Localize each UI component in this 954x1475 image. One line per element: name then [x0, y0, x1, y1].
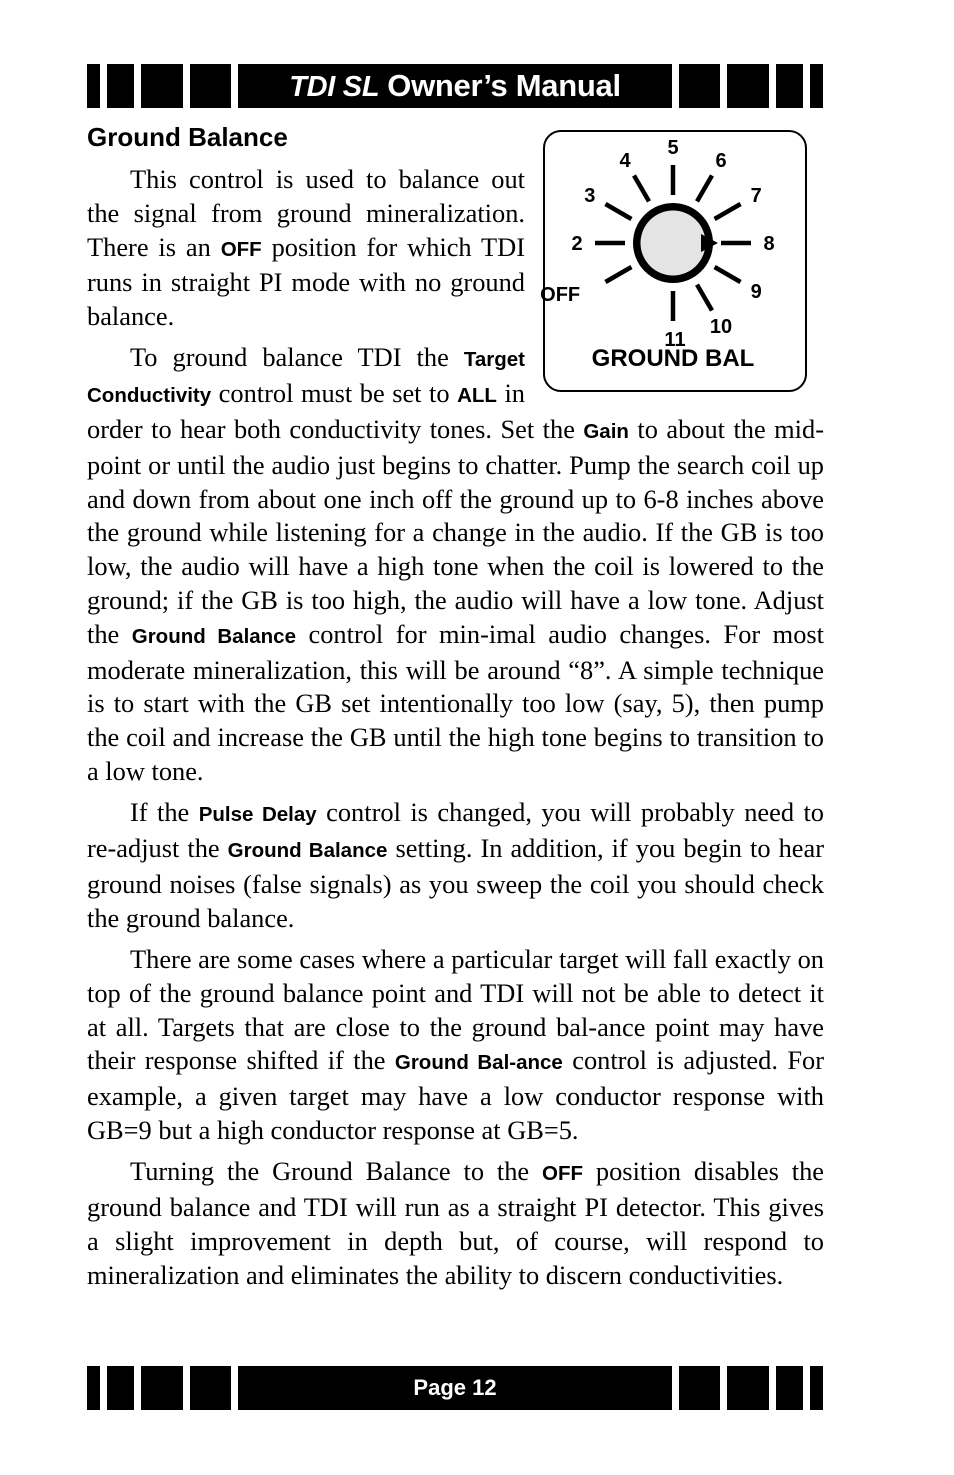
dial-tick	[605, 204, 631, 219]
control-name: Ground Bal-ance	[394, 1051, 563, 1075]
manual-title: Owner’s Manual	[387, 68, 621, 103]
dial-position-label: 9	[750, 281, 762, 303]
control-name: Ground Balance	[131, 624, 296, 648]
header-bar-block	[190, 64, 231, 108]
footer-bar-block	[679, 1366, 720, 1410]
text: If the	[130, 797, 199, 828]
text: Turning the Ground Balance to the	[130, 1156, 543, 1187]
control-name: Gain	[583, 420, 629, 444]
header-bar-block	[87, 64, 100, 108]
paragraph-5	[87, 1155, 824, 1292]
text: control is changed, you will probably need to re-adjust the	[87, 797, 825, 864]
control-name: Target Conductivity	[87, 348, 525, 408]
control-name: ALL	[457, 384, 497, 408]
text: position disables the ground balance and TDI will run as a straight PI detector. This gives a slight improvement in depth but, of course, will respond to mineralization and eliminates the ability to discern conductivities.	[87, 1156, 824, 1290]
header-bar-block	[141, 64, 183, 108]
text: in order to hear both conductivity tones. Set the	[87, 378, 584, 445]
ground-bal-dial	[540, 132, 805, 390]
text: setting. In addition, if you begin to hear ground noises (false signals) as you sweep the coil you should check the ground balance.	[87, 833, 824, 933]
dial-tick	[605, 267, 631, 282]
control-name: OFF	[220, 237, 262, 261]
dial-position-label: 6	[715, 149, 727, 172]
footer-bar-block	[87, 1366, 100, 1410]
dial-tick	[634, 175, 649, 201]
header-bar-block	[107, 64, 134, 108]
footer-bar-block	[190, 1366, 231, 1410]
dial-position-label: 10	[709, 316, 733, 339]
dial-tick	[715, 267, 741, 282]
model-logo: TDI SL	[289, 71, 380, 103]
paragraph-2	[87, 341, 824, 788]
dial-position-label: 4	[619, 149, 631, 172]
text: control is adjusted. For example, a given target may have a low conductor response with GB=9 but a high conductor response at GB=5.	[87, 1045, 824, 1146]
header-bar-block	[679, 64, 720, 108]
text: To ground balance TDI the	[130, 342, 464, 373]
header-bar	[87, 64, 823, 108]
text: This control is used to balance out the signal from ground mineralization. There is an	[87, 164, 525, 262]
control-name: Ground Balance	[227, 839, 388, 863]
text: position for which TDI runs in straight PI mode with no ground balance.	[87, 231, 525, 332]
dial-position-label: 2	[571, 233, 583, 255]
page-number: Page 12	[413, 1375, 497, 1400]
footer-title-box	[238, 1366, 672, 1410]
dial-tick	[697, 285, 712, 311]
dial-position-label: OFF	[540, 284, 581, 306]
body-text	[87, 137, 825, 1300]
header-bar-block	[727, 64, 769, 108]
dial-position-label: 5	[667, 137, 679, 159]
text: There are some cases where a particular target will fall exactly on top of the ground balance point and TDI will not be able to detect it at all. Targets that are close to the ground bal-ance point may have their response shifted if the	[87, 944, 824, 1076]
ground-bal-dial-figure	[540, 130, 826, 382]
text: control for min-imal audio changes. For most moderate mineralization, this will be around “8”. A simple technique is to start with the GB set intentionally too low (say, 5), then pump the coil and increase the GB until the high tone begins to transition to a low tone.	[87, 618, 824, 787]
paragraph-4	[87, 943, 824, 1148]
dial-position-label: 11	[664, 329, 686, 351]
header-title	[289, 68, 621, 104]
footer-bar-block	[141, 1366, 183, 1410]
footer-bar-block	[810, 1366, 823, 1410]
text: to about the mid-point or until the audio just begins to chatter. Pump the search coil up and down from about one inch off the ground up to 6-8 inches above the ground while listening for a change in the audio. If the GB is too low, the audio will have a high tone when the coil is lowered to the ground; if the GB is too high, the audio will have a low tone. Adjust the	[87, 414, 824, 649]
section-heading: Ground Balance	[87, 122, 288, 152]
header-bar-block	[776, 64, 803, 108]
dial-tick	[697, 175, 712, 201]
footer-bar-block	[107, 1366, 134, 1410]
control-name: Pulse Delay	[198, 803, 317, 827]
dial-panel	[540, 130, 807, 392]
footer-bar	[87, 1366, 823, 1410]
footer-bar-block	[727, 1366, 769, 1410]
header-bar-block	[810, 64, 823, 108]
text: control must be set to	[211, 378, 458, 409]
footer-bar-block	[776, 1366, 803, 1410]
knob-face	[641, 211, 706, 276]
dial-position-label: 8	[763, 233, 775, 255]
dial-tick	[715, 204, 741, 219]
dial-position-label: 7	[750, 185, 762, 207]
dial-position-label: 3	[584, 185, 596, 207]
header-title-box	[238, 64, 672, 108]
dial-label: GROUND BAL	[591, 345, 755, 372]
paragraph-3	[87, 796, 824, 935]
control-name: OFF	[542, 1162, 584, 1186]
